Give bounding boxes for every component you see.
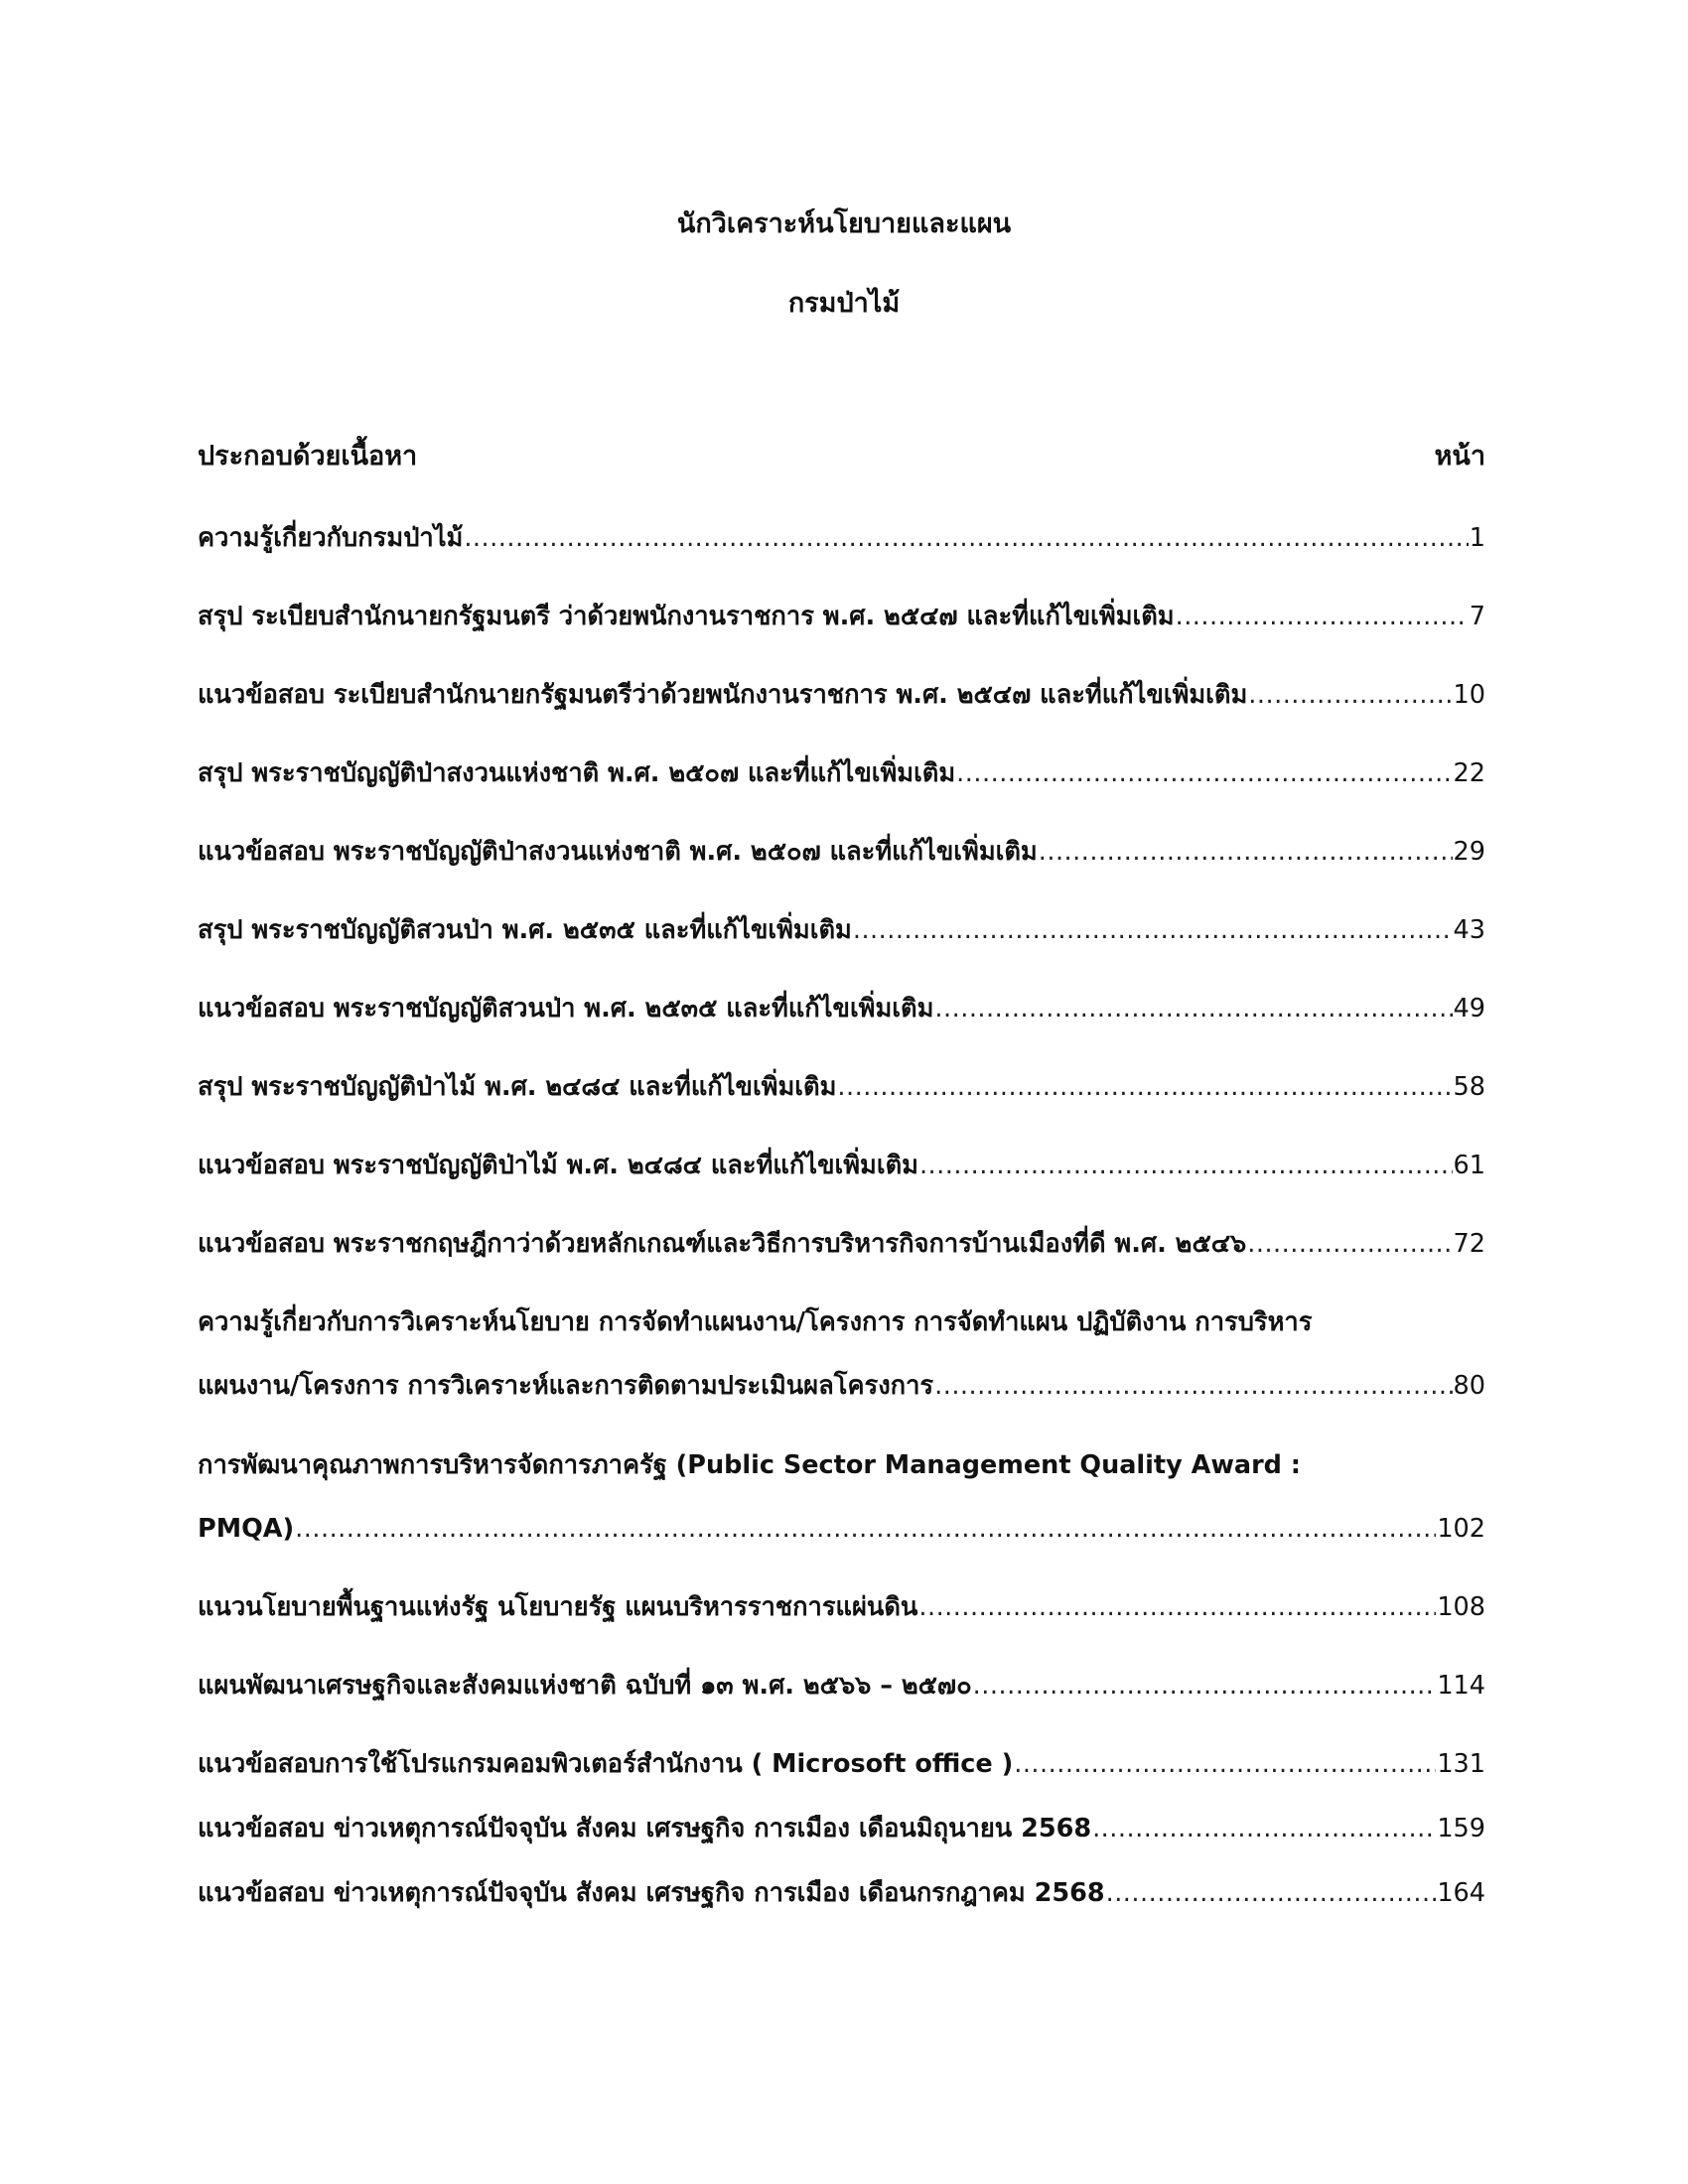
toc-entry-page: 114 <box>1437 1671 1485 1701</box>
toc-entry-title: สรุป พระราชบัญญัติป่าสงวนแห่งชาติ พ.ศ. ๒๕๐๗ และที่แก้ไขเพิ่มเติม <box>198 758 956 788</box>
toc-entry <box>198 1587 1485 1627</box>
leader-dots <box>837 1067 1452 1107</box>
toc-entry-page: 49 <box>1453 994 1485 1024</box>
leader-dots <box>1106 1873 1437 1913</box>
leader-dots <box>1039 832 1453 872</box>
toc-entry-title: แนวข้อสอบ ระเบียบสำนักนายกรัฐมนตรีว่าด้วยพนักงานราชการ พ.ศ. ๒๕๔๗ และที่แก้ไขเพิ่มเติม <box>198 680 1248 710</box>
leader-dots <box>853 910 1453 950</box>
contents-label: ประกอบด้วยเนื้อหา <box>198 441 418 472</box>
toc-entry <box>198 1809 1485 1848</box>
leader-dots <box>934 989 1452 1028</box>
leader-dots <box>464 518 1468 558</box>
toc-entry-page: 29 <box>1453 837 1485 867</box>
toc-entry-page: 58 <box>1453 1072 1485 1102</box>
toc-entry-page: 61 <box>1453 1151 1485 1180</box>
leader-dots <box>956 753 1452 793</box>
toc-entry <box>198 1366 1485 1406</box>
toc-header <box>198 437 1485 477</box>
toc-entry <box>198 1067 1485 1107</box>
toc-entry-page: 10 <box>1453 680 1485 710</box>
toc-entry <box>198 753 1485 793</box>
document-subtitle: กรมป่าไม้ <box>787 288 901 319</box>
toc-entry-page: 102 <box>1437 1514 1485 1544</box>
leader-dots <box>918 1587 1436 1627</box>
leader-dots <box>934 1366 1452 1406</box>
toc-entry <box>198 1146 1485 1185</box>
document-title: นักวิเคราะห์นโยบายและแผน <box>676 208 1012 239</box>
toc-entry-page: 131 <box>1437 1749 1485 1779</box>
toc-entry-title: แผนพัฒนาเศรษฐกิจและสังคมแห่งชาติ ฉบับที่ ๑๓ พ.ศ. ๒๕๖๖ – ๒๕๗๐ <box>198 1671 972 1701</box>
toc-entry-title: แนวข้อสอบ พระราชบัญญัติป่าไม้ พ.ศ. ๒๔๘๔ และที่แก้ไขเพิ่มเติม <box>198 1151 918 1180</box>
toc-entry <box>198 832 1485 872</box>
toc-entry-page: 159 <box>1437 1814 1485 1843</box>
toc-entry-page: 1 <box>1469 523 1485 553</box>
toc-entry <box>198 910 1485 950</box>
toc-entry-title: สรุป พระราชบัญญัติสวนป่า พ.ศ. ๒๕๓๕ และที่แก้ไขเพิ่มเติม <box>198 915 852 945</box>
toc-entry <box>198 518 1485 558</box>
toc-entry <box>198 1224 1485 1264</box>
toc-entry-title-line1: ความรู้เกี่ยวกับการวิเคราะห์นโยบาย การจัดทำแผนงาน/โครงการ การจัดทำแผน ปฏิบัติงาน การบริหาร <box>198 1307 1313 1337</box>
toc-entry-title: สรุป ระเบียบสำนักนายกรัฐมนตรี ว่าด้วยพนักงานราชการ พ.ศ. ๒๕๔๗ และที่แก้ไขเพิ่มเติม <box>198 602 1175 631</box>
toc-entry-title: ความรู้เกี่ยวกับกรมป่าไม้ <box>198 523 464 553</box>
toc-entry-page: 80 <box>1453 1371 1485 1401</box>
toc-entry <box>198 1509 1485 1549</box>
toc-entry-title: PMQA) <box>198 1514 295 1544</box>
toc-entry <box>198 1873 1485 1913</box>
leader-dots <box>295 1509 1436 1549</box>
toc-entry-page: 43 <box>1453 915 1485 945</box>
toc-entry-title: แนวนโยบายพื้นฐานแห่งรัฐ นโยบายรัฐ แผนบริหารราชการแผ่นดิน <box>198 1592 918 1622</box>
toc-entry-page: 108 <box>1437 1592 1485 1622</box>
toc-entry-page: 22 <box>1453 758 1485 788</box>
toc-entry-title: แนวข้อสอบ ข่าวเหตุการณ์ปัจจุบัน สังคม เศรษฐกิจ การเมือง เดือนมิถุนายน 2568 <box>198 1814 1092 1843</box>
leader-dots <box>1092 1809 1436 1848</box>
toc-entry-title: สรุป พระราชบัญญัติป่าไม้ พ.ศ. ๒๔๘๔ และที่แก้ไขเพิ่มเติม <box>198 1072 837 1102</box>
toc-entry-title-line1: การพัฒนาคุณภาพการบริหารจัดการภาครัฐ (Public Sector Management Quality Award : <box>198 1450 1302 1480</box>
leader-dots <box>1176 597 1469 636</box>
toc-entry-title: แนวข้อสอบการใช้โปรแกรมคอมพิวเตอร์สำนักงาน ( Microsoft office ) <box>198 1749 1014 1779</box>
leader-dots <box>1248 675 1452 715</box>
toc-entry-page: 72 <box>1453 1229 1485 1259</box>
leader-dots <box>919 1146 1453 1185</box>
toc-entry <box>198 675 1485 715</box>
toc-entry-title: แนวข้อสอบ พระราชบัญญัติป่าสงวนแห่งชาติ พ.ศ. ๒๕๐๗ และที่แก้ไขเพิ่มเติม <box>198 837 1038 867</box>
toc-entry-page: 164 <box>1437 1878 1485 1908</box>
toc-entry <box>198 597 1485 636</box>
leader-dots <box>1014 1744 1436 1784</box>
toc-entry <box>198 1744 1485 1784</box>
leader-dots <box>973 1666 1437 1706</box>
toc-entry-page: 7 <box>1469 602 1485 631</box>
toc-entry-title: แผนงาน/โครงการ การวิเคราะห์และการติดตามประเมินผลโครงการ <box>198 1371 934 1401</box>
leader-dots <box>1247 1224 1452 1264</box>
toc-entry <box>198 989 1485 1028</box>
toc-entry-title: แนวข้อสอบ พระราชกฤษฎีกาว่าด้วยหลักเกณฑ์และวิธีการบริหารกิจการบ้านเมืองที่ดี พ.ศ. ๒๕๔๖ <box>198 1229 1247 1259</box>
toc-entry-title: แนวข้อสอบ ข่าวเหตุการณ์ปัจจุบัน สังคม เศรษฐกิจ การเมือง เดือนกรกฎาคม 2568 <box>198 1878 1105 1908</box>
toc-entry-title: แนวข้อสอบ พระราชบัญญัติสวนป่า พ.ศ. ๒๕๓๕ และที่แก้ไขเพิ่มเติม <box>198 994 934 1024</box>
page-column-label: หน้า <box>1434 441 1485 472</box>
toc-entry <box>198 1666 1485 1706</box>
